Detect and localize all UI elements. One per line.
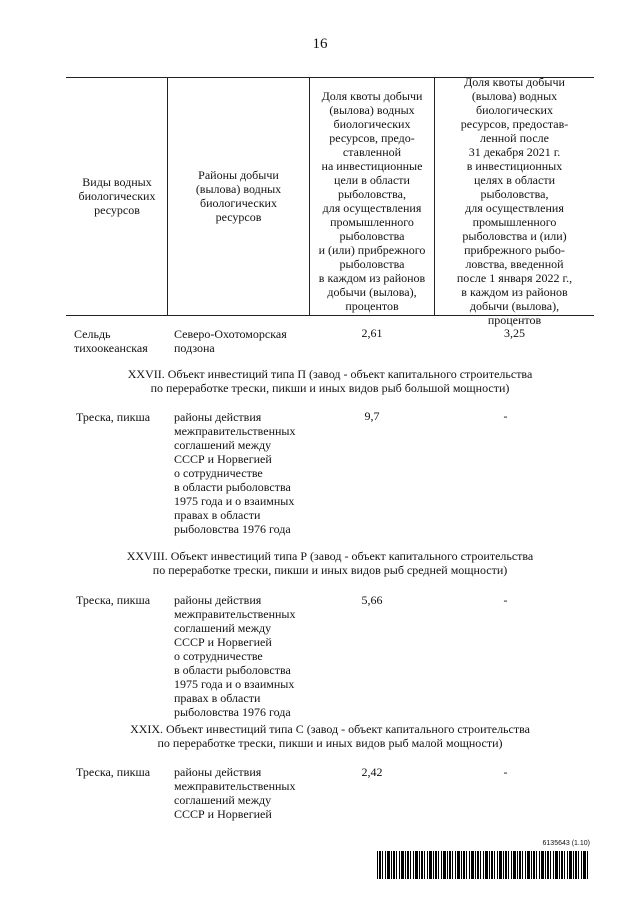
row-share2: - bbox=[503, 765, 508, 779]
header-area: Районы добычи (вылова) водных биологических ресурсов bbox=[195, 168, 282, 224]
row-share2: - bbox=[503, 593, 508, 607]
header-quota-share: Доля квоты добычи (вылова) водных биологических ресурсов, предо- ставленной на инвестиционные цели в области рыболовства, для осуществления промышленного рыболовства и (или) прибрежного рыболовства в каждом из районов добычи (вылова), процентов bbox=[318, 89, 426, 313]
header-quota-share-after-2021: Доля квоты добычи (вылова) водных биологических ресурсов, предостав- ленной после 31 декабря 2021 г. в инвестиционных целях в области рыболовства, для осуществления промышленного рыболовства и (или) прибрежного рыбо- ловства, введенной после 1 января 2022 г., в каждом из районов добычи (вылова), процентов bbox=[456, 75, 573, 327]
row-species: Треска, пикша bbox=[76, 765, 151, 779]
row-species: Сельдь тихоокеанская bbox=[74, 327, 148, 355]
row-share2: - bbox=[503, 409, 508, 423]
row-area: Северо-Охотоморская подзона bbox=[174, 327, 287, 355]
row-area: районы действия межправительственных соглашений между СССР и Норвегией о сотрудничестве в области рыболовства 1975 года и о взаимных правах в области рыболовства 1976 года bbox=[174, 593, 296, 719]
section-heading: XXVII. Объект инвестиций типа П (завод - объект капитального строительства по переработке трески, пикши и иных видов рыб большой мощности) bbox=[127, 367, 533, 395]
section-heading: XXIX. Объект инвестиций типа С (завод - объект капитального строительства по переработке трески, пикши и иных видов рыб малой мощности) bbox=[130, 722, 530, 750]
row-share1: 5,66 bbox=[361, 593, 383, 607]
header-species: Виды водных биологических ресурсов bbox=[78, 175, 156, 217]
row-share2: 3,25 bbox=[504, 326, 525, 340]
row-share1: 2,61 bbox=[361, 326, 383, 340]
page-number: 16 bbox=[312, 36, 328, 52]
row-area: районы действия межправительственных соглашений между СССР и Норвегией bbox=[174, 765, 296, 821]
section-heading: XXVIII. Объект инвестиций типа Р (завод - объект капитального строительства по переработке трески, пикши и иных видов рыб средней мощности) bbox=[126, 549, 534, 577]
row-share1: 2,42 bbox=[361, 765, 383, 779]
row-species: Треска, пикша bbox=[76, 593, 151, 607]
barcode-image bbox=[377, 851, 589, 879]
row-area: районы действия межправительственных соглашений между СССР и Норвегией о сотрудничестве в области рыболовства 1975 года и о взаимных правах в области рыболовства 1976 года bbox=[174, 410, 296, 536]
row-species: Треска, пикша bbox=[76, 410, 151, 424]
footer-code: 6135643 (1.10) bbox=[542, 840, 590, 847]
row-share1: 9,7 bbox=[364, 409, 380, 423]
